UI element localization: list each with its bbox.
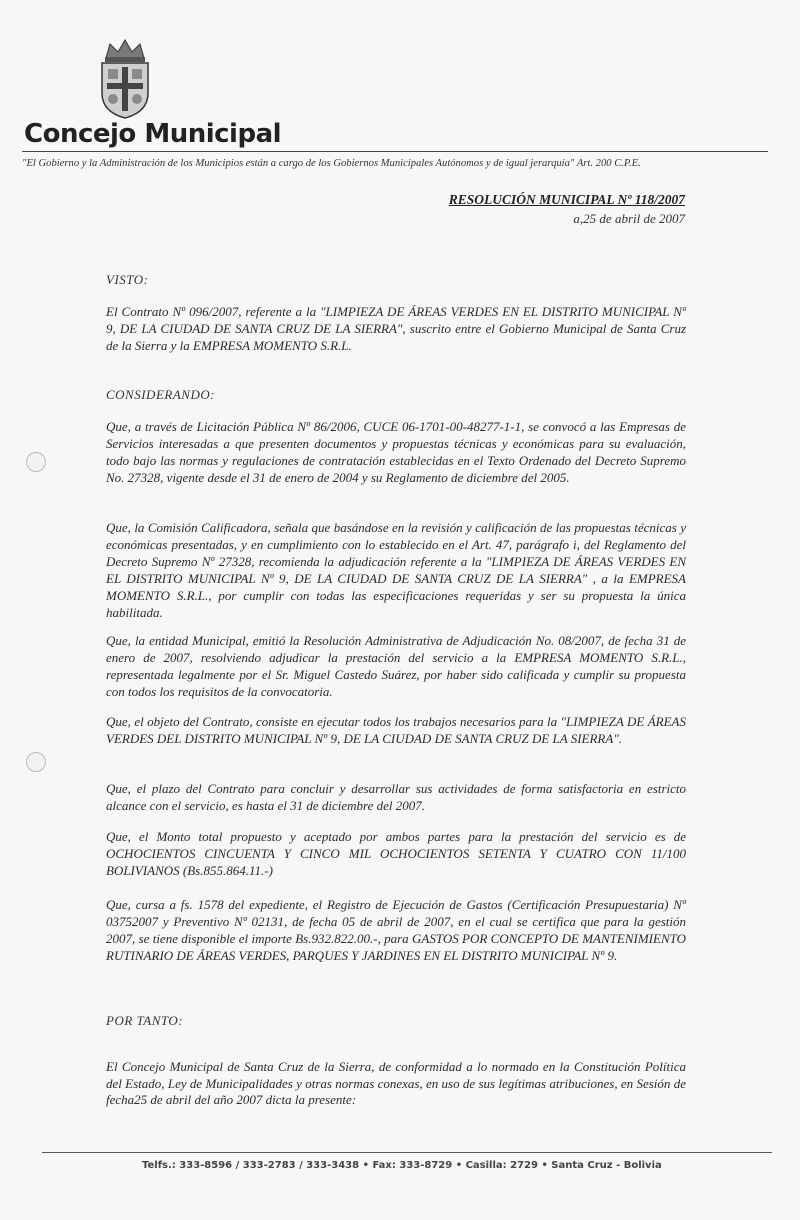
por-tanto-heading: POR TANTO: (106, 1013, 184, 1028)
punch-hole (26, 752, 46, 772)
footer-divider (42, 1152, 772, 1153)
considerando-paragraph-4: Que, el objeto del Contrato, consiste en ejecutar todos los trabajos necesarios para la "LIMPIEZA DE ÁREAS VERDES DEL DISTRITO MUNICIPAL Nº 9, DE LA CIUDAD DE SANTA CRUZ DE LA SIERRA". (106, 714, 686, 746)
considerando-paragraph-6: Que, el Monto total propuesto y aceptado por ambos partes para la prestación del servicio es de OCHOCIENTOS CINCUENTA Y CINCO MIL OCHOCIENTOS SETENTA Y CUATRO CON 11/100 BOLIVIANOS (Bs.855.864.11.-) (106, 829, 686, 878)
header-divider (22, 151, 768, 152)
resolution-date: a,25 de abril de 2007 (573, 211, 685, 226)
considerando-paragraph-5: Que, el plazo del Contrato para concluir y desarrollar sus actividades de forma satisfactoria en estricto alcance con el servicio, es hasta el 31 de diciembre del 2007. (106, 781, 686, 813)
considerando-heading: CONSIDERANDO: (106, 387, 216, 402)
considerando-paragraph-7: Que, cursa a fs. 1578 del expediente, el Registro de Ejecución de Gastos (Certificación Presupuestaria) Nº 03752007 y Preventivo Nº 02131, de fecha 05 de abril de 2007, en el cual se certifica que para la gestión 2007, se tiene disponible el importe Bs.932.822.00.-, para GASTOS POR CONCEPTO DE MANTENIMIENTO RUTINARIO DE ÁREAS VERDES, PARQUES Y JARDINES EN EL DISTRITO MUNICIPAL Nº 9. (106, 897, 686, 963)
visto-heading: VISTO: (106, 272, 149, 287)
visto-paragraph: El Contrato Nº 096/2007, referente a la "LIMPIEZA DE ÁREAS VERDES EN EL DISTRITO MUNICIPAL Nº 9, DE LA CIUDAD DE SANTA CRUZ DE LA SIERRA", suscrito entre el Gobierno Municipal de Santa Cruz de la Sierra y la EMPRESA MOMENTO S.R.L. (106, 304, 686, 353)
considerando-paragraph-1: Que, a través de Licitación Pública Nº 86/2006, CUCE 06-1701-00-48277-1-1, se convocó a las Empresas de Servicios interesadas a que presenten documentos y propuestas técnicas y económicas para su evaluación, todo bajo las normas y regulaciones de contratación establecidas en el Texto Ordenado del Decreto Supremo No. 27328, vigente desde el 31 de enero de 2004 y su Reglamento de diciembre del 2005. (106, 419, 686, 485)
por-tanto-paragraph: El Concejo Municipal de Santa Cruz de la Sierra, de conformidad a lo normado en la Constitución Política del Estado, Ley de Municipalidades y otras normas conexas, en uso de sus legítimas atribuciones, en Sesión de fecha25 de abril del año 2007 dicta la presente: (106, 1059, 686, 1107)
footer-contact: Telfs.: 333-8596 / 333-2783 / 333-3438 • Fax: 333-8729 • Casilla: 2729 • Santa Cruz - Bolivia (142, 1160, 662, 1171)
coat-of-arms-icon (92, 38, 158, 120)
resolution-title: RESOLUCIÓN MUNICIPAL Nº 118/2007 (448, 192, 685, 207)
punch-hole (26, 452, 46, 472)
considerando-paragraph-3: Que, la entidad Municipal, emitió la Resolución Administrativa de Adjudicación No. 08/2007, de fecha 31 de enero de 2007, resolviendo adjudicar la prestación del servicio a la EMPRESA MOMENTO S.R.L., representada legalmente por el Sr. Miguel Castedo Suárez, por haber sido calificada y cumplir su propuesta con todos los requisitos de la convocatoria. (106, 633, 686, 699)
council-name: Concejo Municipal (24, 119, 282, 149)
header-motto: "El Gobierno y la Administración de los Municipios están a cargo de los Gobiernos Municipales Autónomos y de igual jerarquía" Art. 200 C.P.E. (22, 158, 641, 169)
considerando-paragraph-2: Que, la Comisión Calificadora, señala que basándose en la revisión y calificación de las propuestas técnicas y económicas presentadas, y en cumplimiento con lo establecido en el Art. 47, parágrafo i, del Reglamento del Decreto Supremo Nº 27328, recomienda la adjudicación referente a la "LIMPIEZA DE ÁREAS VERDES EN EL DISTRITO MUNICIPAL Nº 9, DE LA CIUDAD DE SANTA CRUZ DE LA SIERRA" , a la EMPRESA MOMENTO S.R.L., por cumplir con todas las especificaciones requeridas y ser su propuesta la única habilitada. (106, 520, 686, 620)
